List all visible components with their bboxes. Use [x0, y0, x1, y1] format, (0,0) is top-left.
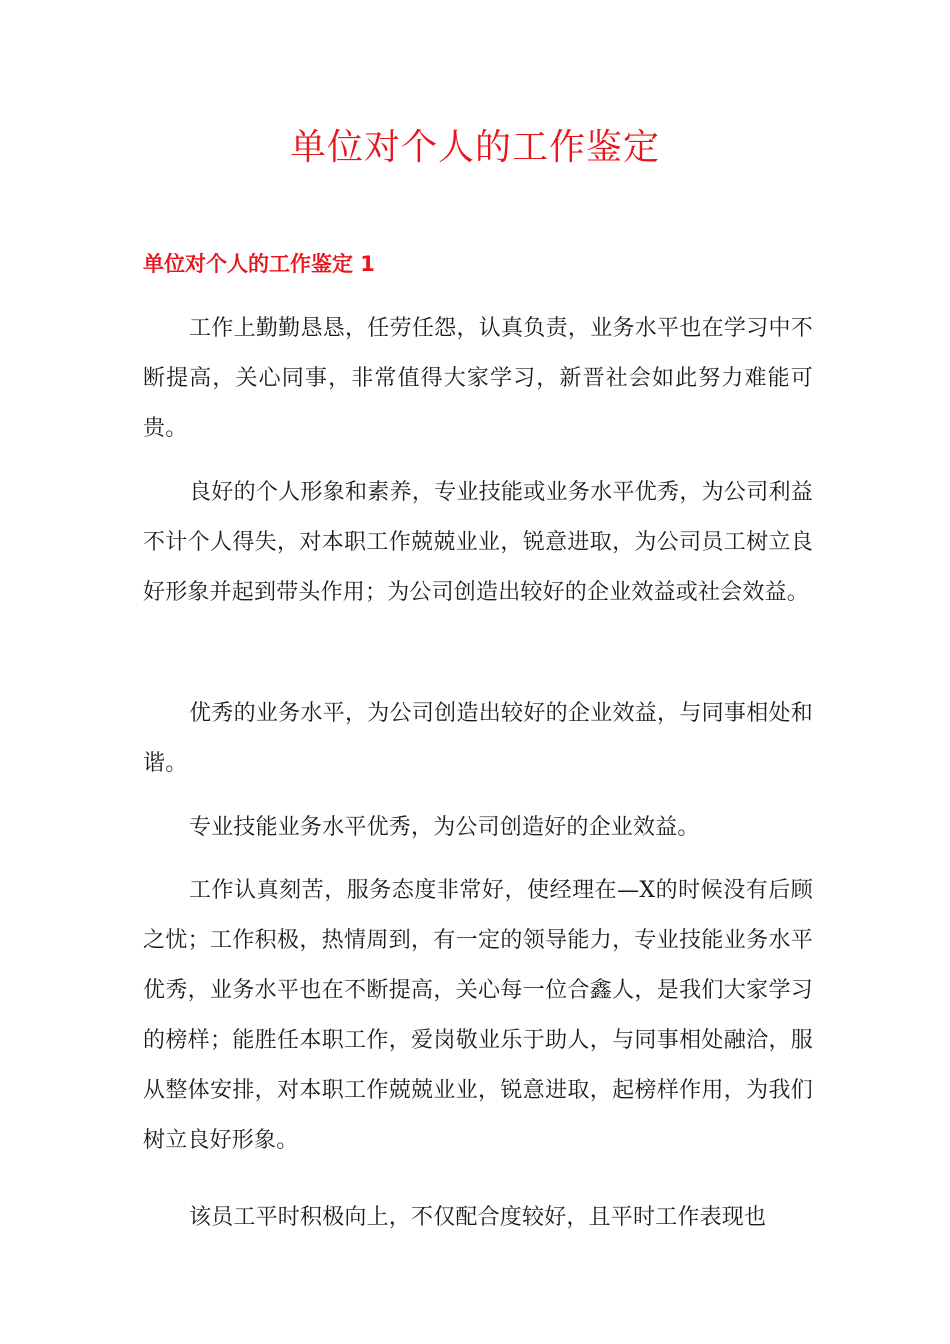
paragraph-3: 优秀的业务水平，为公司创造出较好的企业效益，与同事相处和谐。 — [143, 701, 813, 776]
paragraph-6: 该员工平时积极向上，不仅配合度较好，且平时工作表现也 — [189, 1205, 767, 1230]
paragraph-2: 良好的个人形象和素养，专业技能或业务水平优秀，为公司利益不计个人得失，对本职工作兢兢业业，锐意进取，为公司员工树立良好形象并起到带头作用；为公司创造出较好的企业效益或社会效益。 — [143, 480, 813, 605]
paragraph-1: 工作上勤勤恳恳，任劳任怨，认真负责，业务水平也在学习中不断提高，关心同事，非常值得大家学习，新晋社会如此努力难能可贵。 — [143, 316, 813, 441]
paragraph-5: 工作认真刻苦，服务态度非常好，使经理在—X的时候没有后顾之忧；工作积极，热情周到，有一定的领导能力，专业技能业务水平优秀，业务水平也在不断提高，关心每一位合鑫人，是我们大家学习的榜样；能胜任本职工作，爱岗敬业乐于助人，与同事相处融洽，服从整体安排，对本职工作兢兢业业，锐意进取，起榜样作用，为我们树立良好形象。 — [143, 878, 813, 1153]
section-heading: 单位对个人的工作鉴定 1 — [143, 252, 375, 276]
paragraph-4: 专业技能业务水平优秀，为公司创造好的企业效益。 — [189, 815, 700, 840]
document-title: 单位对个人的工作鉴定 — [289, 127, 660, 168]
